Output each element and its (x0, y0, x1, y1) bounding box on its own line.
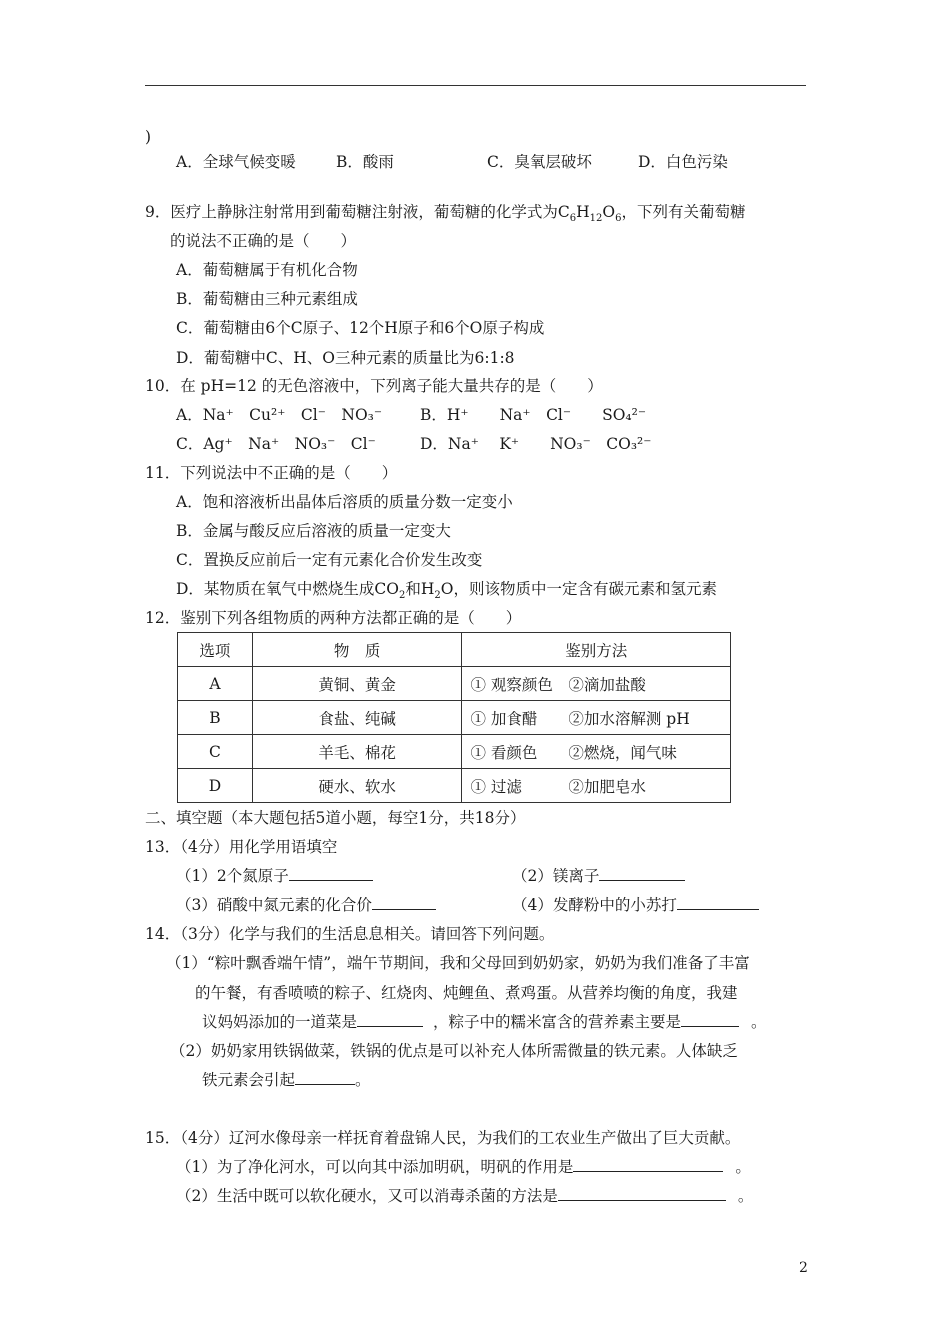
q10-option-d: D．Na⁺ K⁺ NO₃⁻ CO₃²⁻ (420, 435, 652, 453)
answer-blank[interactable] (357, 1012, 423, 1027)
table-header-cell: 物 质 (252, 633, 462, 667)
q9-stem-line1: 9．医疗上静脉注射常用到葡萄糖注射液，葡萄糖的化学式为$C_6H_{12}O_6$，下列有关葡萄糖 (145, 203, 746, 225)
q13-part-1: （1）2个氮原子 (176, 866, 373, 886)
q11-stem: 11．下列说法中不正确的是（ ） (145, 464, 398, 482)
q8-option-b: B．酸雨 (336, 153, 394, 171)
q12-table (177, 632, 731, 803)
table-row (178, 667, 731, 701)
q10-option-c: C．Ag⁺ Na⁺ NO₃⁻ Cl⁻ (176, 435, 376, 453)
q9-option-d: D．葡萄糖中C、H、O三种元素的质量比为6:1:8 (176, 349, 515, 367)
q15-part-2: （2）生活中既可以软化硬水，又可以消毒杀菌的方法是 。 (176, 1187, 754, 1205)
table-cell-option: D (178, 769, 253, 803)
q10-option-a: A．Na⁺ Cu²⁺ Cl⁻ NO₃⁻ (176, 406, 383, 424)
table-header-cell: 选项 (178, 633, 253, 667)
q13-part-4: （4）发酵粉中的小苏打 (512, 895, 759, 915)
q14-part-1-line2: 的午餐，有香喷喷的粽子、红烧肉、炖鲤鱼、煮鸡蛋。从营养均衡的角度，我建 (195, 984, 738, 1002)
table-cell-method: ① 过滤 ②加肥皂水 (462, 769, 731, 803)
table-cell-substance: 黄铜、黄金 (252, 667, 462, 701)
q13-stem: 13．（4分）用化学用语填空 (145, 838, 338, 856)
q11-option-b: B．金属与酸反应后溶液的质量一定变大 (176, 522, 451, 540)
table-header-row (178, 633, 731, 667)
q11-option-a: A．饱和溶液析出晶体后溶质的质量分数一定变小 (176, 493, 513, 511)
section-2-heading: 二、填空题（本大题包括5道小题，每空1分，共18分） (145, 809, 526, 827)
table-cell-substance: 食盐、纯碱 (252, 701, 462, 735)
table-cell-option: B (178, 701, 253, 735)
q8-option-a: A．全球气候变暖 (176, 153, 296, 171)
q14-stem: 14．（3分）化学与我们的生活息息相关。请回答下列问题。 (145, 925, 555, 943)
table-row (178, 735, 731, 769)
page-number: 2 (799, 1260, 808, 1276)
answer-blank[interactable] (573, 1157, 723, 1172)
answer-blank[interactable] (372, 895, 436, 910)
table-header-cell: 鉴别方法 (462, 633, 731, 667)
q9-option-c: C．葡萄糖由6个C原子、12个H原子和6个O原子构成 (176, 319, 545, 337)
answer-blank[interactable] (295, 1070, 355, 1085)
q9-option-b: B．葡萄糖由三种元素组成 (176, 290, 358, 308)
q9-option-a: A．葡萄糖属于有机化合物 (176, 261, 358, 279)
q14-part-1-line1: （1）“粽叶飘香端午情”，端午节期间，我和父母回到奶奶家，奶奶为我们准备了丰富 (166, 954, 750, 972)
table-cell-option: A (178, 667, 253, 701)
answer-blank[interactable] (599, 866, 685, 881)
answer-blank[interactable] (289, 866, 373, 881)
q13-part-3: （3）硝酸中氮元素的化合价 (176, 895, 436, 915)
table-cell-substance: 羊毛、棉花 (252, 735, 462, 769)
table-cell-substance: 硬水、软水 (252, 769, 462, 803)
table-cell-method: ① 看颜色 ②燃烧，闻气味 (462, 735, 731, 769)
q12-stem: 12．鉴别下列各组物质的两种方法都正确的是（ ） (145, 609, 522, 627)
answer-blank[interactable] (677, 895, 759, 910)
table-cell-method: ① 加食醋 ②加水溶解测 pH (462, 701, 731, 735)
q8-paren: ) (145, 128, 152, 146)
q14-part-1-line3: 议妈妈添加的一道菜是 ，粽子中的糯米富含的营养素主要是 。 (202, 1013, 767, 1031)
q15-part-1: （1）为了净化河水，可以向其中添加明矾，明矾的作用是 。 (176, 1158, 751, 1176)
q8-option-c: C．臭氧层破坏 (487, 153, 592, 171)
answer-blank[interactable] (681, 1012, 739, 1027)
q13-part-2: （2）镁离子 (512, 866, 685, 886)
q9-stem-line2: 的说法不正确的是（ ） (170, 232, 357, 250)
q8-option-d: D．白色污染 (638, 153, 728, 171)
table-cell-method: ① 观察颜色 ②滴加盐酸 (462, 667, 731, 701)
table-row (178, 701, 731, 735)
answer-blank[interactable] (558, 1186, 726, 1201)
q10-stem: 10．在 pH=12 的无色溶液中，下列离子能大量共存的是（ ） (145, 377, 603, 395)
q11-option-c: C．置换反应前后一定有元素化合价发生改变 (176, 551, 483, 569)
q14-part-2-line1: （2）奶奶家用铁锅做菜，铁锅的优点是可以补充人体所需微量的铁元素。人体缺乏 (170, 1042, 738, 1060)
q15-stem: 15．（4分）辽河水像母亲一样抚育着盘锦人民，为我们的工农业生产做出了巨大贡献。 (145, 1129, 741, 1147)
q14-part-2-line2: 铁元素会引起 。 (202, 1071, 371, 1089)
table-cell-option: C (178, 735, 253, 769)
table-row (178, 769, 731, 803)
q11-option-d: D．某物质在氧气中燃烧生成$CO_2$和$H_2O$，则该物质中一定含有碳元素和氢元素 (176, 580, 717, 602)
q10-option-b: B．H⁺ Na⁺ Cl⁻ SO₄²⁻ (420, 406, 647, 424)
header-rule (145, 85, 806, 86)
